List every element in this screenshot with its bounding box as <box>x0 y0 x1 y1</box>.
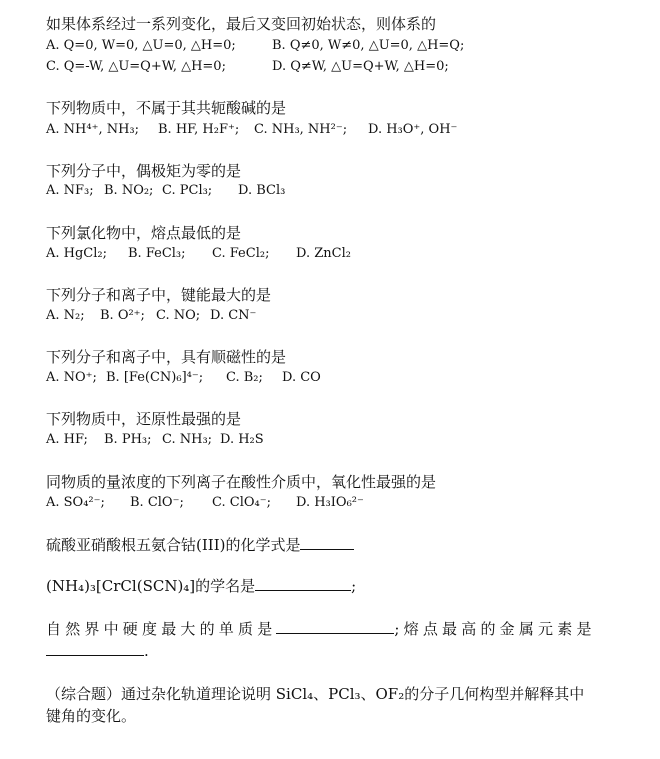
option-b: B. NO₂; <box>104 183 154 198</box>
option-d: D. BCl₃ <box>238 183 286 198</box>
option-a: A. N₂; <box>46 308 85 323</box>
question-7-options <box>46 431 264 449</box>
option-a: A. NF₃; <box>46 183 94 198</box>
option-c: C. NH₃, NH²⁻; <box>254 122 348 137</box>
question-2-stem: 下列物质中，不属于其共轭酸碱的是 <box>46 99 287 117</box>
option-c: C. FeCl₂; <box>212 246 270 261</box>
option-d: D. CN⁻ <box>210 308 257 323</box>
question-11-end: . <box>144 642 149 660</box>
option-c: C. Q=-W, △U=Q+W, △H=0; <box>46 59 226 74</box>
option-a: A. NO⁺; <box>46 370 97 385</box>
option-d: D. CO <box>282 370 321 385</box>
question-5-stem: 下列分子和离子中，键能最大的是 <box>46 286 272 304</box>
question-11-text-b: ;熔点最高的金属元素是 <box>394 620 596 638</box>
option-a: A. SO₄²⁻; <box>46 495 105 510</box>
option-c: C. NO; <box>156 308 201 323</box>
option-c: C. ClO₄⁻; <box>212 495 271 510</box>
question-3-options <box>46 182 285 200</box>
option-c: C. NH₃; <box>162 432 213 447</box>
answer-blank-1[interactable] <box>276 619 394 634</box>
option-c: C. PCl₃; <box>162 183 213 198</box>
question-6-options <box>46 369 321 387</box>
option-a: A. HgCl₂; <box>46 246 108 261</box>
option-d: D. H₃O⁺, OH⁻ <box>368 122 458 137</box>
option-b: B. ClO⁻; <box>130 495 184 510</box>
question-9-text: 硫酸亚硝酸根五氨合钴(III)的化学式是 <box>46 536 301 554</box>
option-a: A. Q=0, W=0, △U=0, △H=0; <box>46 38 236 53</box>
question-4-stem: 下列氯化物中，熔点最低的是 <box>46 224 242 242</box>
option-d: D. H₂S <box>220 432 264 447</box>
question-6-stem: 下列分子和离子中，具有顺磁性的是 <box>46 348 287 366</box>
option-d: D. Q≠W, △U=Q+W, △H=0; <box>272 59 449 74</box>
question-10-end: ; <box>351 577 357 595</box>
question-8-options <box>46 494 364 512</box>
question-2-options <box>46 121 457 139</box>
question-5-options <box>46 307 256 325</box>
option-a: A. HF; <box>46 432 88 447</box>
answer-blank-2[interactable] <box>46 641 144 656</box>
option-a: A. NH⁴⁺, NH₃; <box>46 122 140 137</box>
question-11-line-2 <box>46 641 149 661</box>
question-10 <box>46 576 356 596</box>
comprehensive-question-line-1: （综合题）通过杂化轨道理论说明 SiCl₄、PCl₃、OF₂的分子几何构型并解释其中 <box>46 685 585 703</box>
option-b: B. FeCl₃; <box>128 246 186 261</box>
option-b: B. HF, H₂F⁺; <box>158 122 240 137</box>
question-7-stem: 下列物质中，还原性最强的是 <box>46 410 242 428</box>
answer-blank[interactable] <box>255 576 351 591</box>
option-b: B. Q≠0, W≠0, △U=0, △H=Q; <box>272 38 465 53</box>
question-10-text: (NH₄)₃[CrCl(SCN)₄]的学名是 <box>46 577 256 595</box>
question-4-options <box>46 245 351 263</box>
option-b: B. [Fe(CN)₆]⁴⁻; <box>106 370 204 385</box>
question-3-stem: 下列分子中，偶极矩为零的是 <box>46 162 242 180</box>
option-d: D. H₃IO₆²⁻ <box>296 495 364 510</box>
question-1-options-row-1 <box>46 37 464 55</box>
option-b: B. O²⁺; <box>100 308 145 323</box>
question-9 <box>46 535 354 555</box>
question-8-stem: 同物质的量浓度的下列离子在酸性介质中，氧化性最强的是 <box>46 473 437 491</box>
option-b: B. PH₃; <box>104 432 152 447</box>
question-11-line-1 <box>46 619 596 639</box>
answer-blank[interactable] <box>300 535 354 550</box>
question-1-options-row-2 <box>46 58 449 76</box>
question-1-stem: 如果体系经过一系列变化，最后又变回初始状态，则体系的 <box>46 15 437 33</box>
comprehensive-question-line-2: 键角的变化。 <box>46 707 137 725</box>
question-11-text-a: 自然界中硬度最大的单质是 <box>46 620 277 638</box>
option-d: D. ZnCl₂ <box>296 246 351 261</box>
option-c: C. B₂; <box>226 370 263 385</box>
